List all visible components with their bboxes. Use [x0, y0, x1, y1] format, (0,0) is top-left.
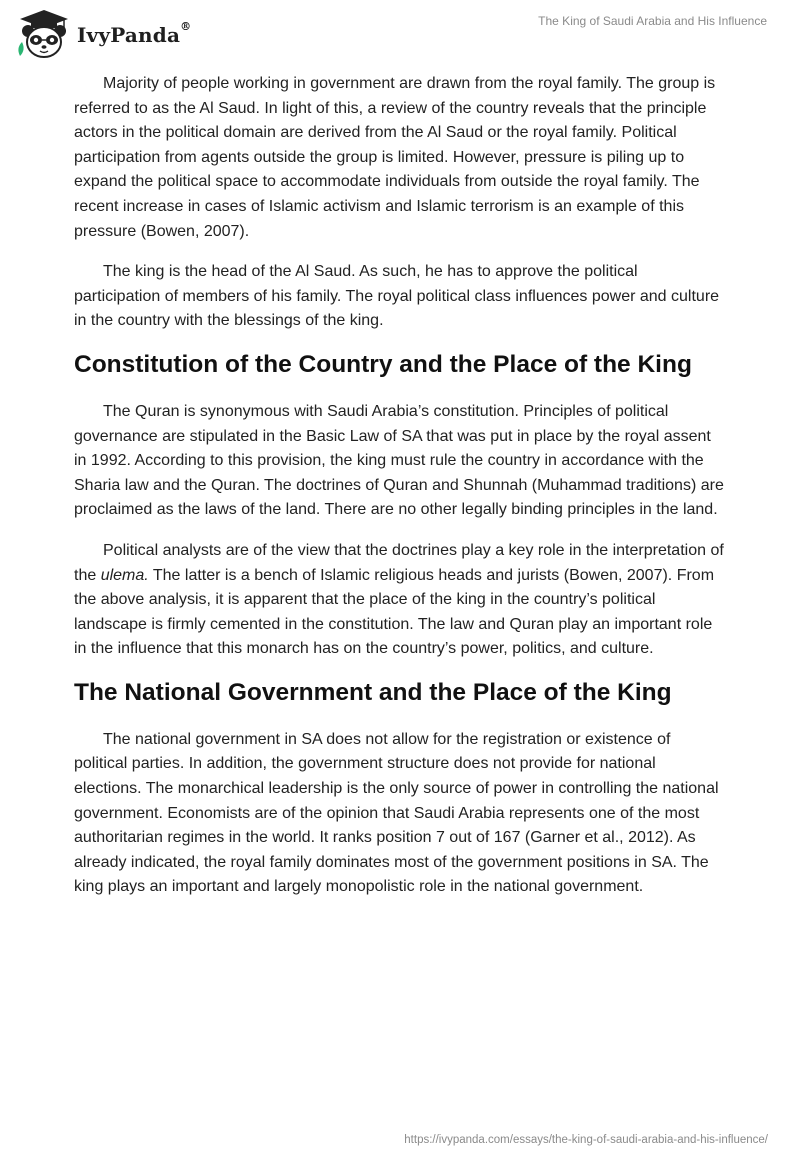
- ivypanda-logo[interactable]: [14, 8, 191, 60]
- document-title: The King of Saudi Arabia and His Influence: [538, 14, 767, 28]
- paragraph-text: Political analysts are of the view that the doctrines play a key role in the interpretation of the: [74, 541, 724, 584]
- paragraph: The king is the head of the Al Saud. As such, he has to approve the political participation of members of his family. The royal political class influences power and culture in the country with the blessings of the king.: [74, 263, 720, 330]
- paragraph-text: The latter is a bench of Islamic religious heads and jurists (Bowen, 2007). From the above analysis, it is apparent that the place of the king in the country’s political landscape is firmly cemented in the constitution. The law and Quran play an important role in the influence that this monarch has on the country’s power, politics, and culture.: [74, 566, 715, 658]
- page-header: [0, 0, 800, 64]
- section-heading: Constitution of the Country and the Place of the King: [74, 350, 692, 378]
- paragraph: Majority of people working in government are drawn from the royal family. The group is referred to as the Al Saud. In light of this, a review of the country reveals that the principle actors in the political domain are derived from the Al Saud or the royal family. Political participation from agents outside the group is limited. However, pressure is piling up to expand the political space to accommodate individuals from outside the royal family. The recent increase in cases of Islamic activism and Islamic terrorism is an example of this pressure (Bowen, 2007).: [74, 75, 716, 240]
- paragraph: The national government in SA does not allow for the registration or existence of political parties. In addition, the government structure does not provide for national elections. The monarchical leadership is the only source of power in controlling the national government. Economists are of the opinion that Saudi Arabia represents one of the most authoritarian regimes in the world. It ranks position 7 out of 167 (Garner et al., 2012). As already indicated, the royal family dominates most of the government positions in SA. The king plays an important and largely monopolistic role in the national government.: [74, 730, 719, 896]
- paragraph: [74, 539, 726, 662]
- paragraph: The Quran is synonymous with Saudi Arabia’s constitution. Principles of political governance are stipulated in the Basic Law of SA that was put in place by the royal assent in 1992. According to this provision, the king must rule the country in accordance with the Sharia law and the Quran. The doctrines of Quran and Shunnah (Muhammad traditions) are proclaimed as the laws of the land. There are no other legally binding principles in the land.: [74, 402, 724, 519]
- section-heading: The National Government and the Place of the King: [74, 678, 672, 706]
- article-body: [74, 72, 726, 916]
- source-url[interactable]: https://ivypanda.com/essays/the-king-of-saudi-arabia-and-his-influence/: [404, 1134, 768, 1146]
- emphasized-term: ulema.: [100, 566, 149, 584]
- panda-graduate-icon: [14, 8, 74, 60]
- brand-name: IvyPanda®: [77, 20, 192, 47]
